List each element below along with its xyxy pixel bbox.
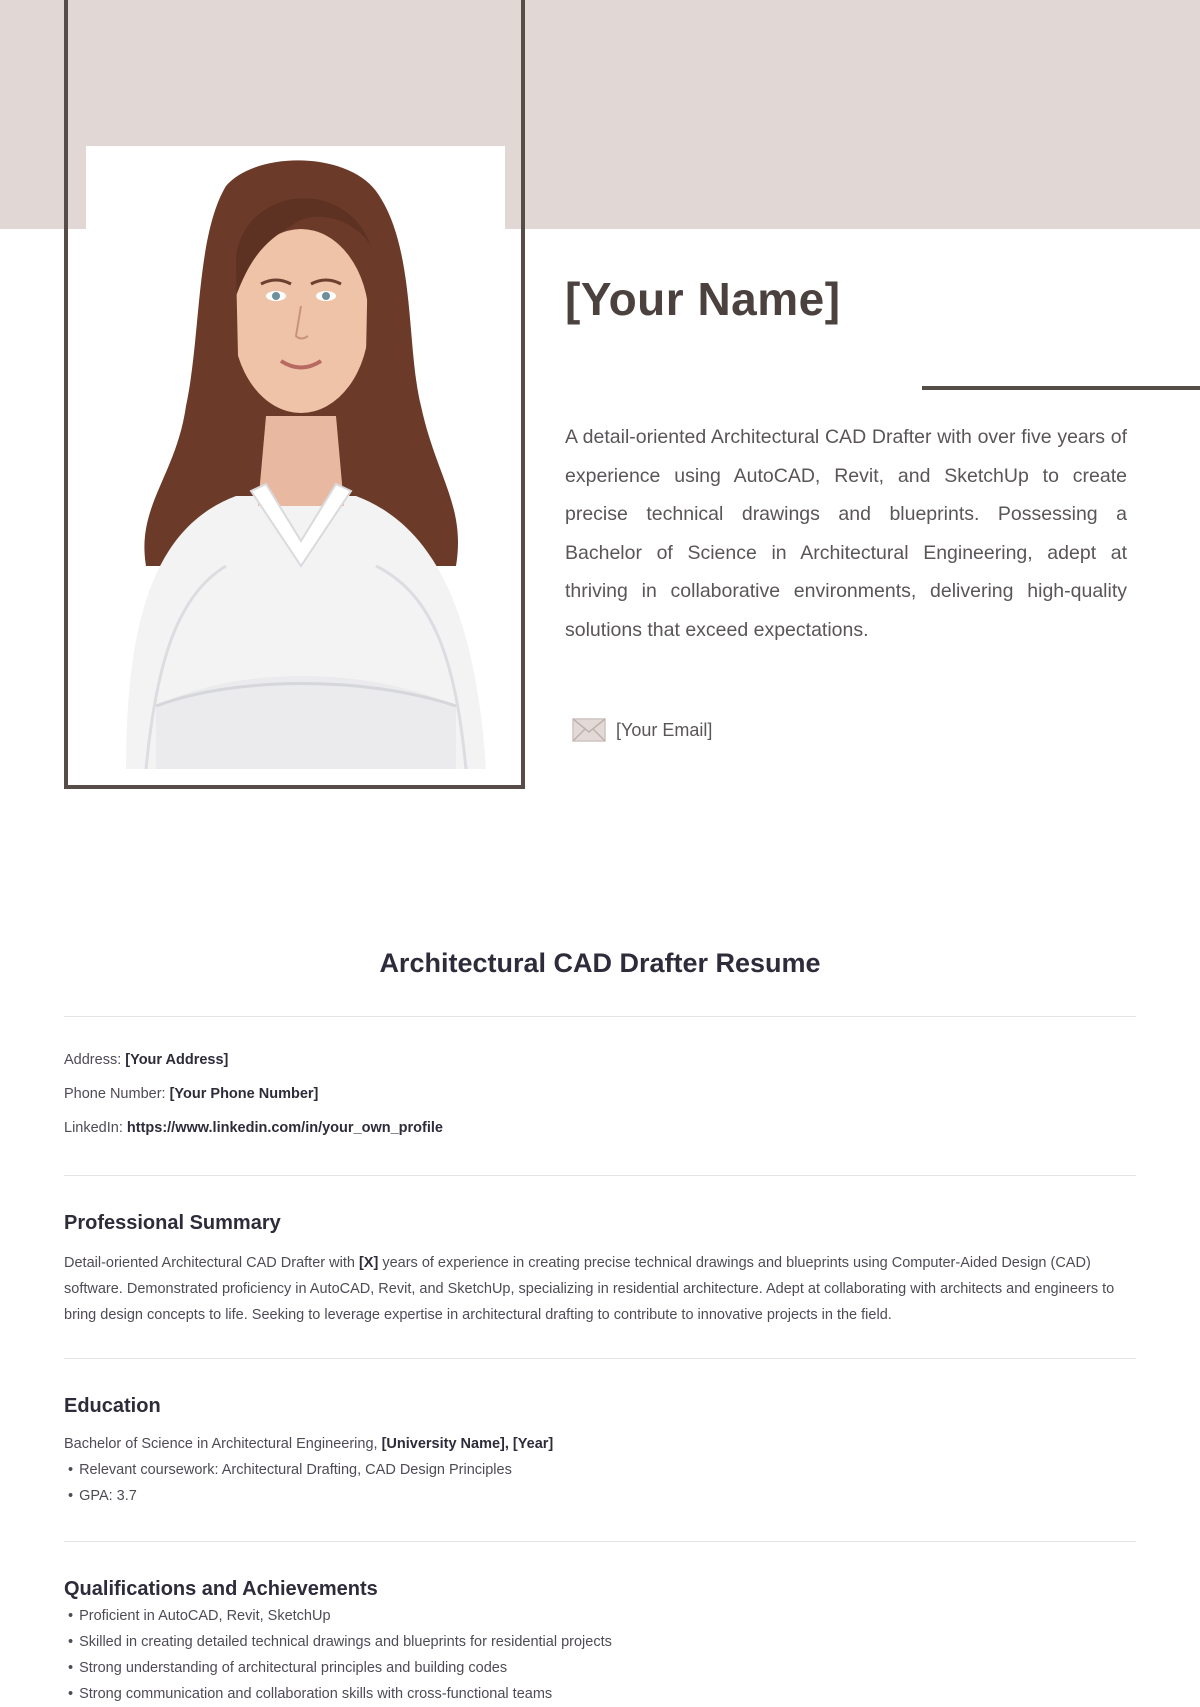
qualifications-list	[64, 1603, 612, 1707]
name-underline	[922, 386, 1200, 390]
intro-paragraph: A detail-oriented Architectural CAD Drafter with over five years of experience using AutoCAD, Revit, and SketchUp to create precise technical drawings and blueprints. Possessing a Bachelor of Science in Architectural Engineering, adept at thriving in collaborative environments, delivering high-quality solutions that exceed expectations.	[565, 426, 1127, 641]
envelope-icon	[572, 718, 606, 742]
address-value: [Your Address]	[125, 1052, 229, 1068]
summary-text-before: Detail-oriented Architectural CAD Drafter with	[64, 1255, 355, 1271]
address-line	[64, 1052, 443, 1086]
list-item: • GPA: 3.7	[64, 1483, 512, 1509]
email-text: [Your Email]	[616, 719, 713, 740]
phone-label: Phone Number:	[64, 1086, 166, 1102]
school-text: [University Name], [Year]	[381, 1436, 554, 1452]
list-item: • Proficient in AutoCAD, Revit, SketchUp	[64, 1603, 612, 1629]
contact-block	[64, 1052, 443, 1154]
summary-text-after: years of experience in creating precise technical drawings and blueprints using Computer-Aided Design (CAD) software. Demonstrated proficiency in AutoCAD, Revit, and SketchUp, specializing in residential architecture. Adept at collaborating with architects and engineers to bring design concepts to life. Seeking to leverage expertise in architectural drafting to contribute to innovative projects in the field.	[64, 1255, 1115, 1323]
profile-photo	[86, 146, 505, 769]
divider	[64, 1175, 1136, 1176]
list-item: • Strong understanding of architectural principles and building codes	[64, 1655, 612, 1681]
linkedin-line	[64, 1120, 443, 1154]
phone-value: [Your Phone Number]	[169, 1086, 319, 1102]
address-label: Address:	[64, 1052, 122, 1068]
document-title: Architectural CAD Drafter Resume	[379, 948, 821, 978]
list-item: • Strong communication and collaboration skills with cross-functional teams	[64, 1681, 612, 1707]
education-heading: Education	[64, 1395, 161, 1417]
list-item: • Skilled in creating detailed technical drawings and blueprints for residential projects	[64, 1629, 612, 1655]
divider	[64, 1016, 1136, 1017]
degree-line	[64, 1436, 553, 1452]
candidate-name: [Your Name]	[565, 273, 841, 325]
education-list	[64, 1457, 512, 1509]
divider	[64, 1358, 1136, 1359]
linkedin-link[interactable]: https://www.linkedin.com/in/your_own_profile	[126, 1120, 443, 1136]
linkedin-label: LinkedIn:	[64, 1120, 123, 1136]
email-row	[572, 718, 712, 742]
summary-years: [X]	[358, 1255, 379, 1271]
list-item: • Relevant coursework: Architectural Drafting, CAD Design Principles	[64, 1457, 512, 1483]
qualifications-heading: Qualifications and Achievements	[64, 1578, 378, 1600]
summary-text	[64, 1250, 1136, 1328]
divider	[64, 1541, 1136, 1542]
summary-heading: Professional Summary	[64, 1212, 281, 1234]
degree-text: Bachelor of Science in Architectural Engineering,	[64, 1436, 378, 1452]
phone-line	[64, 1086, 443, 1120]
